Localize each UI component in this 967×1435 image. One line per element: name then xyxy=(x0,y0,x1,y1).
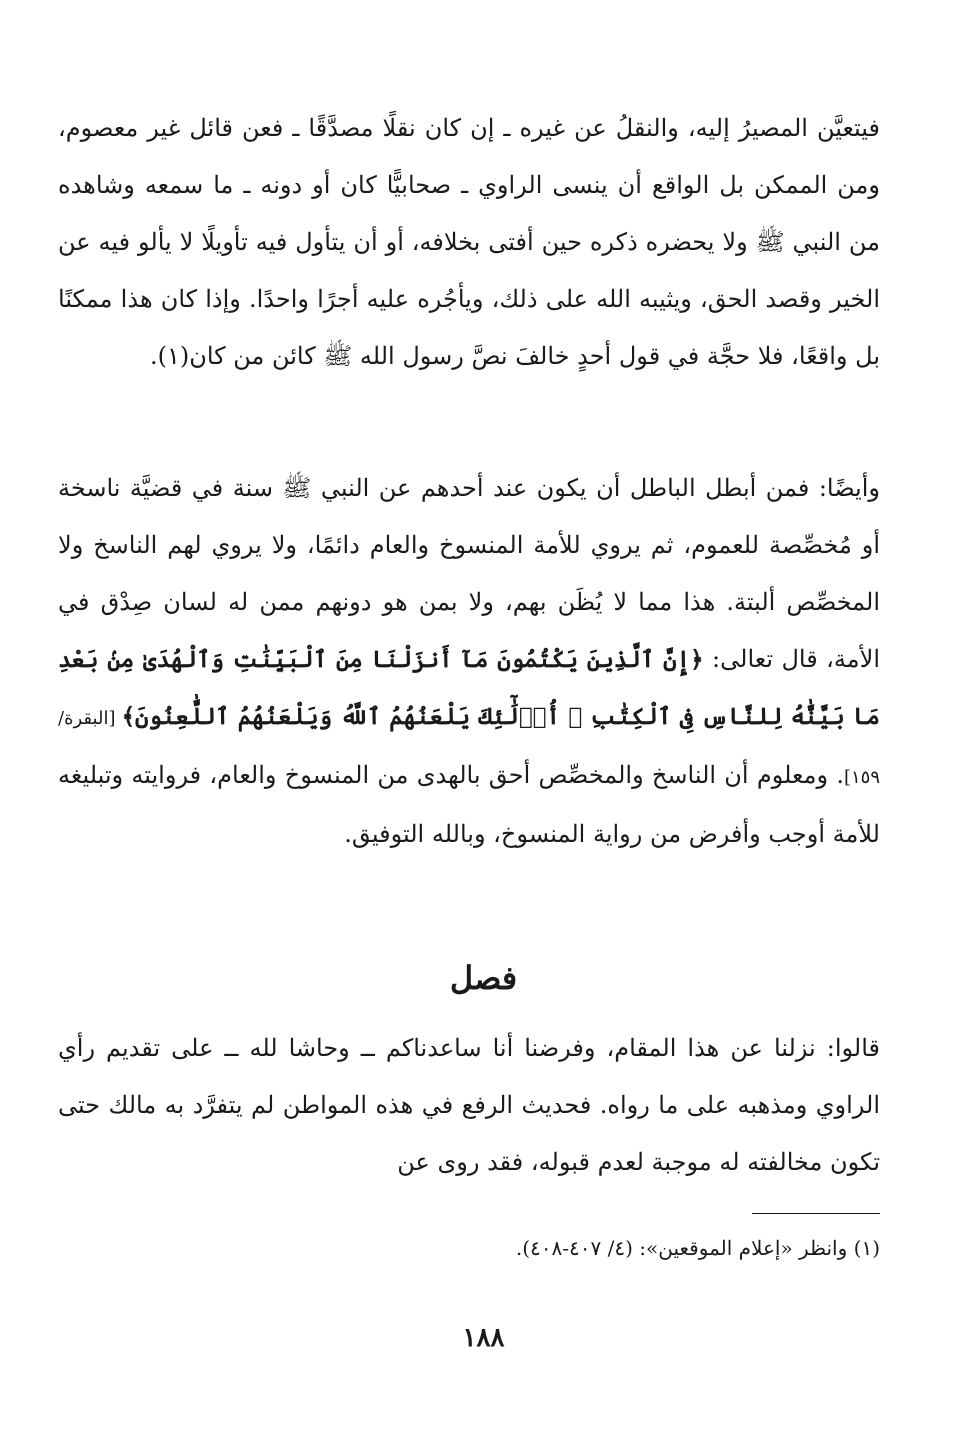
paragraph-2-intro: وأيضًا: فمن أبطل الباطل أن يكون عند أحدهم عن النبي ﷺ سنة في قضيَّة ناسخة أو مُخصِّصة للعموم، ثم يروي للأمة المنسوخ والعام دائمًا، ولا يروي لهم الناسخ ولا المخصِّص ألبتة. هذا مما لا يُظَن بهم، ولا بمن هو دونهم ممن له لسان صِدْق في الأمة، قال تعالى: xyxy=(58,474,880,673)
paragraph-3: قالوا: نزلنا عن هذا المقام، وفرضنا أنا ساعدناكم ــ وحاشا لله ــ على تقديم رأي الراوي ومذهبه على ما رواه. فحديث الرفع في هذه المواطن لم يتفرَّد به مالك حتى تكون مخالفته له موجبة لعدم قبوله، فقد روى عن xyxy=(58,1034,880,1176)
footnote-divider xyxy=(752,1213,880,1214)
paragraph-1: فيتعيَّن المصيرُ إليه، والنقلُ عن غيره ـ إن كان نقلًا مصدَّقًا ـ فعن قائل غير معصوم، ومن الممكن بل الواقع أن ينسى الراوي ـ صحابيًّا كان أو دونه ـ ما سمعه وشاهده من النبي ﷺ ولا يحضره ذكره حين أفتى بخلافه، أو أن يتأول فيه تأويلًا لا يألو فيه عن الخير وقصد الحق، ويثيبه الله على ذلك، ويأجُره عليه أجرًا واحدًا. وإذا كان هذا ممكنًا بل واقعًا، فلا حجَّة في قول أحدٍ خالفَ نصَّ رسول الله ﷺ كائن من كان(١). xyxy=(58,114,881,370)
verse-citation: [البقرة/ ١٥٩] xyxy=(58,708,880,788)
page-number: ١٨٨ xyxy=(462,1323,505,1353)
footnote: (١) وانظر «إعلام الموقعين»: (٤/ ٤٠٧-٤٠٨). xyxy=(515,1236,880,1260)
quran-verse: ﴿إِنَّ ٱلَّذِينَ يَكْتُمُونَ مَآ أَنزَلْنَا مِنَ ٱلْبَيِّنَٰتِ وَٱلْهُدَىٰ مِنۢ بَعْدِ مَا بَيَّنَّٰهُ لِلنَّاسِ فِى ٱلْكِتَٰبِ ۙ أُو۟لَٰٓئِكَ يَلْعَنُهُمُ ٱللَّهُ وَيَلْعَنُهُمُ ٱللَّٰعِنُونَ﴾ xyxy=(58,646,880,730)
paragraph-2 xyxy=(58,460,880,863)
paragraph-2-rest: . ومعلوم أن الناسخ والمخصِّص أحق بالهدى من المنسوخ والعام، فروايته وتبليغه للأمة أوجب وأفرض من رواية المنسوخ، وبالله التوفيق. xyxy=(58,761,880,848)
section-heading: فصل xyxy=(449,959,518,997)
